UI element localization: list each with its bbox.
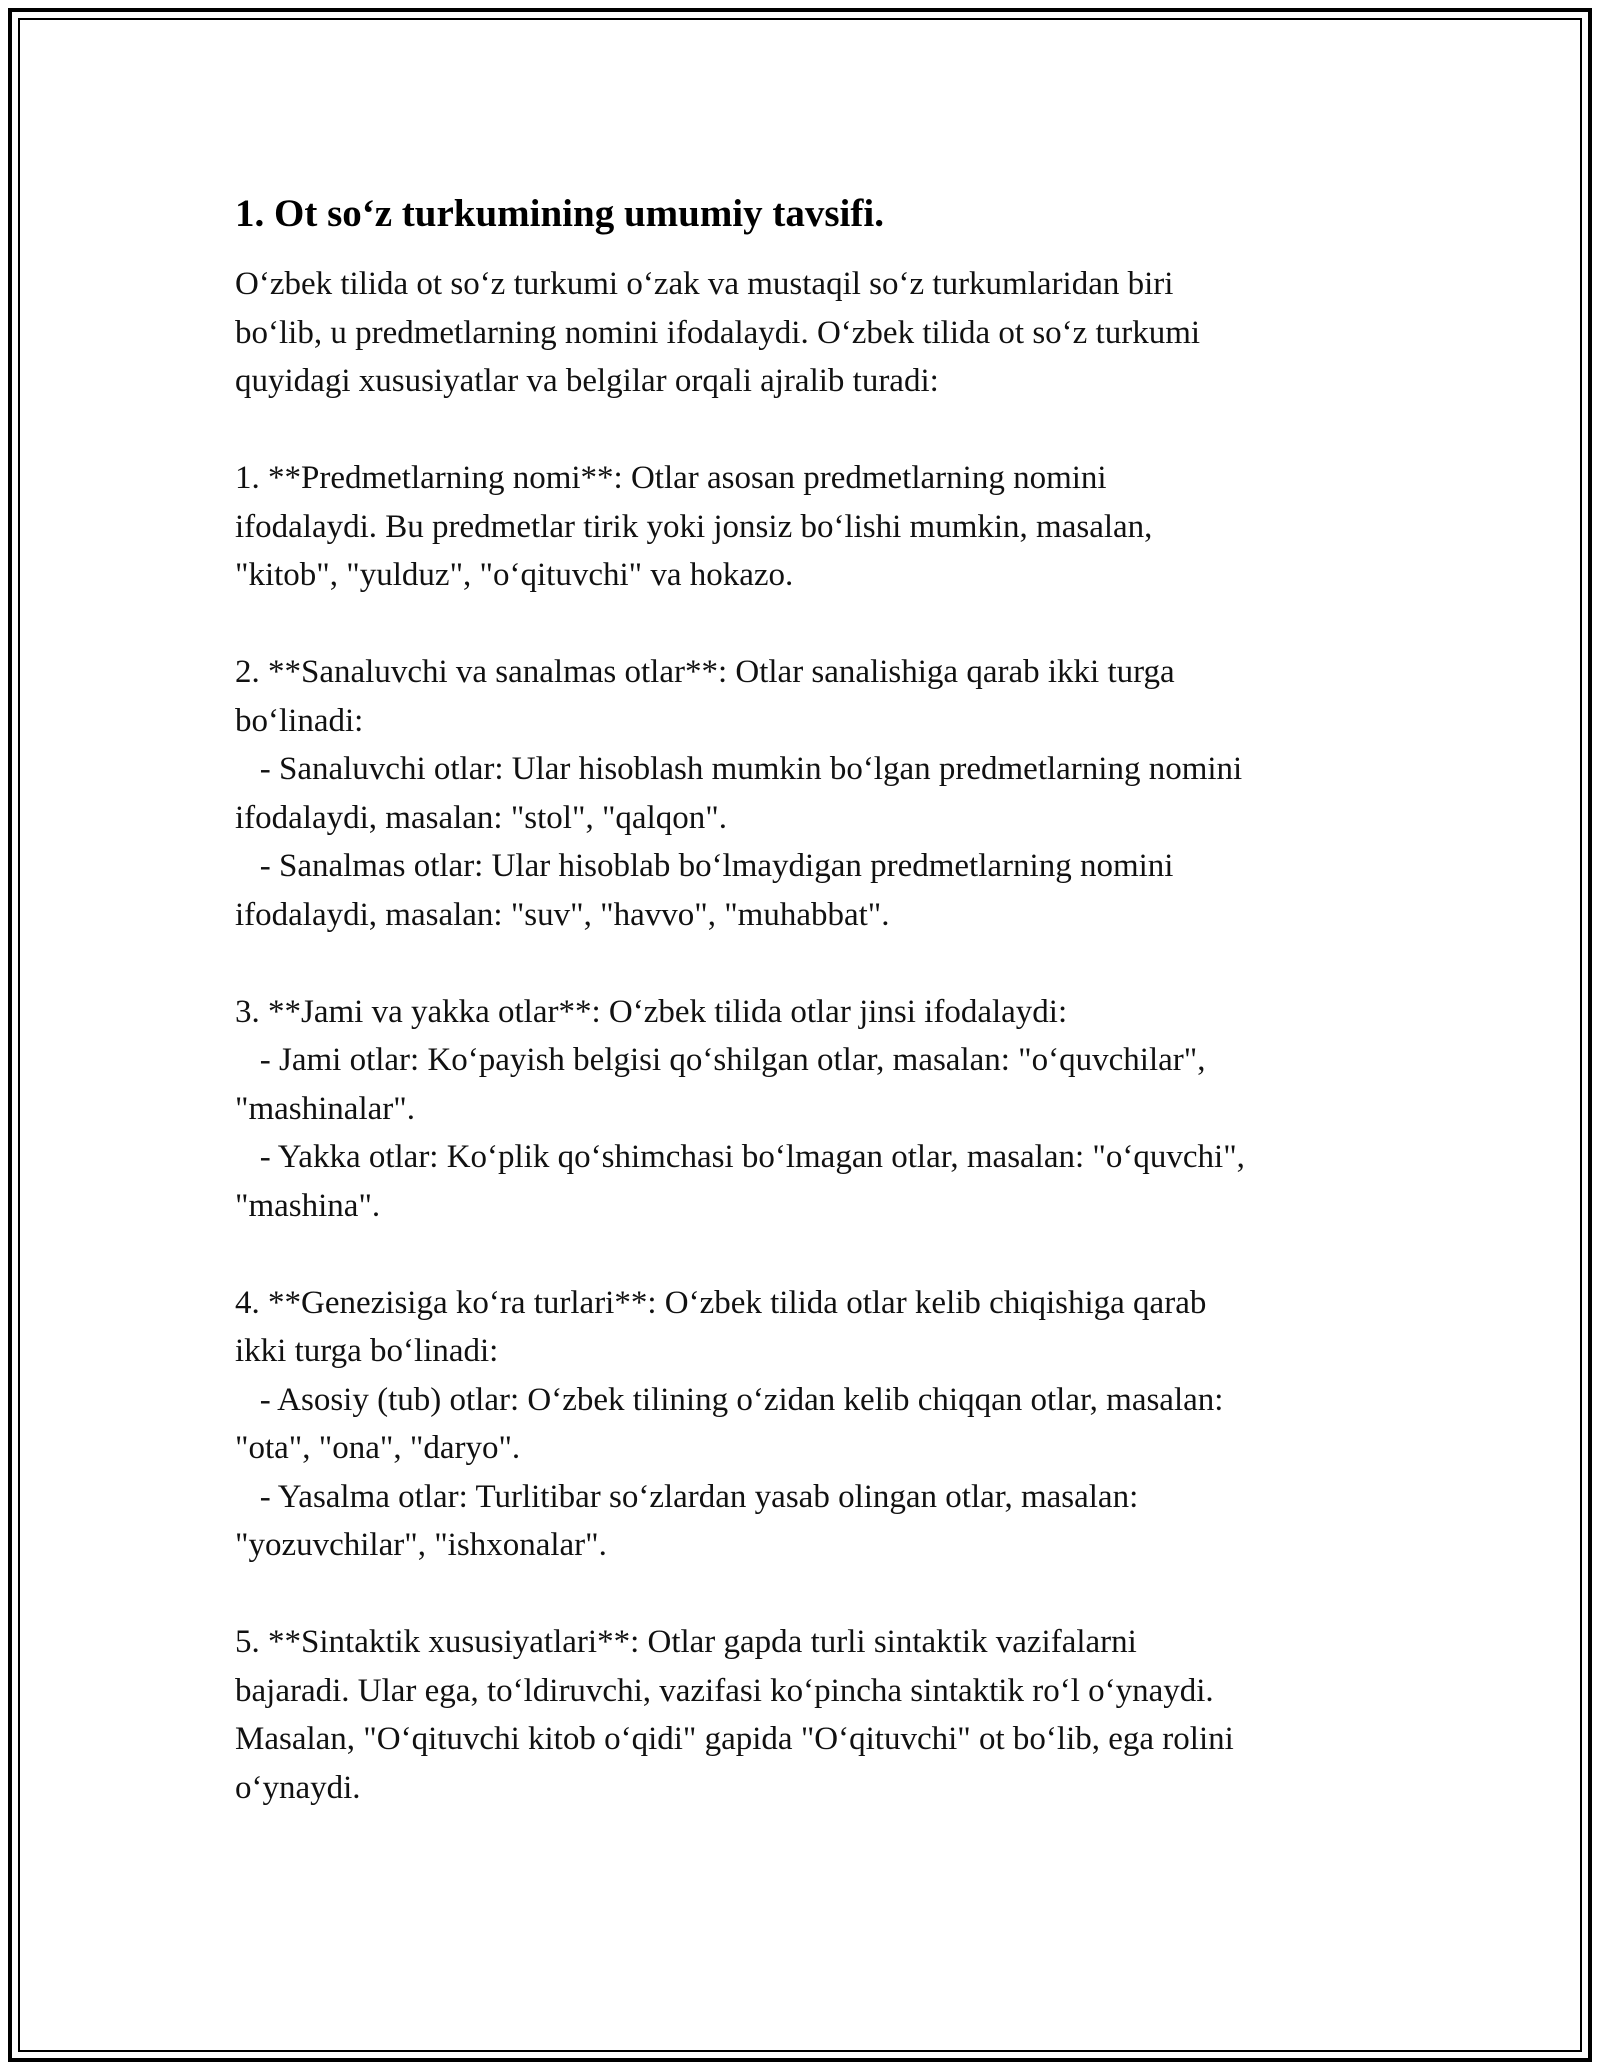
text-line: - Jami otlar: Ko‘payish belgisi qo‘shilgan otlar, masalan: "o‘quvchilar", (235, 1042, 1206, 1078)
text-line: o‘ynaydi. (235, 1769, 361, 1806)
list-item-3 (235, 988, 1375, 1231)
text-line: "kitob", "yulduz", "o‘qituvchi" va hokazo. (235, 557, 794, 593)
list-item-4 (235, 1279, 1375, 1570)
text-line: "mashina". (235, 1187, 381, 1224)
text-line: 3. **Jami va yakka otlar**: O‘zbek tilida otlar jinsi ifodalaydi: (235, 993, 1068, 1030)
text-line: ifodalaydi, masalan: "suv", "havvo", "muhabbat". (235, 896, 890, 933)
text-line: quyidagi xususiyatlar va belgilar orqali ajralib turadi: (235, 363, 939, 399)
text-line: bo‘lib, u predmetlarning nomini ifodalaydi. O‘zbek tilida ot so‘z turkumi (235, 314, 1201, 351)
text-line: - Sanaluvchi otlar: Ular hisoblash mumkin bo‘lgan predmetlarning nomini (235, 751, 1243, 787)
text-line: - Yasalma otlar: Turlitibar so‘zlardan yasab olingan otlar, masalan: (235, 1478, 1139, 1515)
text-line: "ota", "ona", "daryo". (235, 1430, 521, 1466)
list-item-1 (235, 454, 1375, 600)
text-line: bajaradi. Ular ega, to‘ldiruvchi, vazifasi ko‘pincha sintaktik ro‘l o‘ynaydi. (235, 1672, 1214, 1709)
text-line: - Sanalmas otlar: Ular hisoblab bo‘lmaydigan predmetlarning nomini (235, 848, 1174, 884)
text-line: 2. **Sanaluvchi va sanalmas otlar**: Otlar sanalishiga qarab ikki turga (235, 654, 1175, 690)
text-line: ikki turga bo‘linadi: (235, 1333, 499, 1369)
intro-paragraph (235, 260, 1375, 1812)
text-line: ifodalaydi, masalan: "stol", "qalqon". (235, 799, 727, 836)
text-line: bo‘linadi: (235, 702, 364, 739)
list-item-2 (235, 648, 1375, 939)
text-line: O‘zbek tilida ot so‘z turkumi o‘zak va mustaqil so‘z turkumlaridan biri (235, 266, 1174, 302)
text-line: "yozuvchilar", "ishxonalar". (235, 1527, 607, 1563)
text-line: "mashinalar". (235, 1090, 415, 1127)
text-line: - Yakka otlar: Ko‘plik qo‘shimchasi bo‘lmagan otlar, masalan: "o‘quvchi", (235, 1139, 1245, 1175)
text-line: Masalan, "O‘qituvchi kitob o‘qidi" gapida "O‘qituvchi" ot bo‘lib, ega rolini (235, 1721, 1234, 1757)
text-line: 4. **Genezisiga ko‘ra turlari**: O‘zbek tilida otlar kelib chiqishiga qarab (235, 1284, 1207, 1321)
text-line: ifodalaydi. Bu predmetlar tirik yoki jonsiz bo‘lishi mumkin, masalan, (235, 508, 1153, 545)
text-line: - Asosiy (tub) otlar: O‘zbek tilining o‘zidan kelib chiqqan otlar, masalan: (235, 1381, 1224, 1418)
list-item-5 (235, 1618, 1375, 1812)
document-body (235, 186, 1375, 1812)
text-line: 5. **Sintaktik xususiyatlari**: Otlar gapda turli sintaktik vazifalarni (235, 1624, 1137, 1660)
text-line: 1. **Predmetlarning nomi**: Otlar asosan predmetlarning nomini (235, 460, 1107, 496)
section-heading: 1. Ot so‘z turkumining umumiy tavsifi. (235, 192, 884, 235)
